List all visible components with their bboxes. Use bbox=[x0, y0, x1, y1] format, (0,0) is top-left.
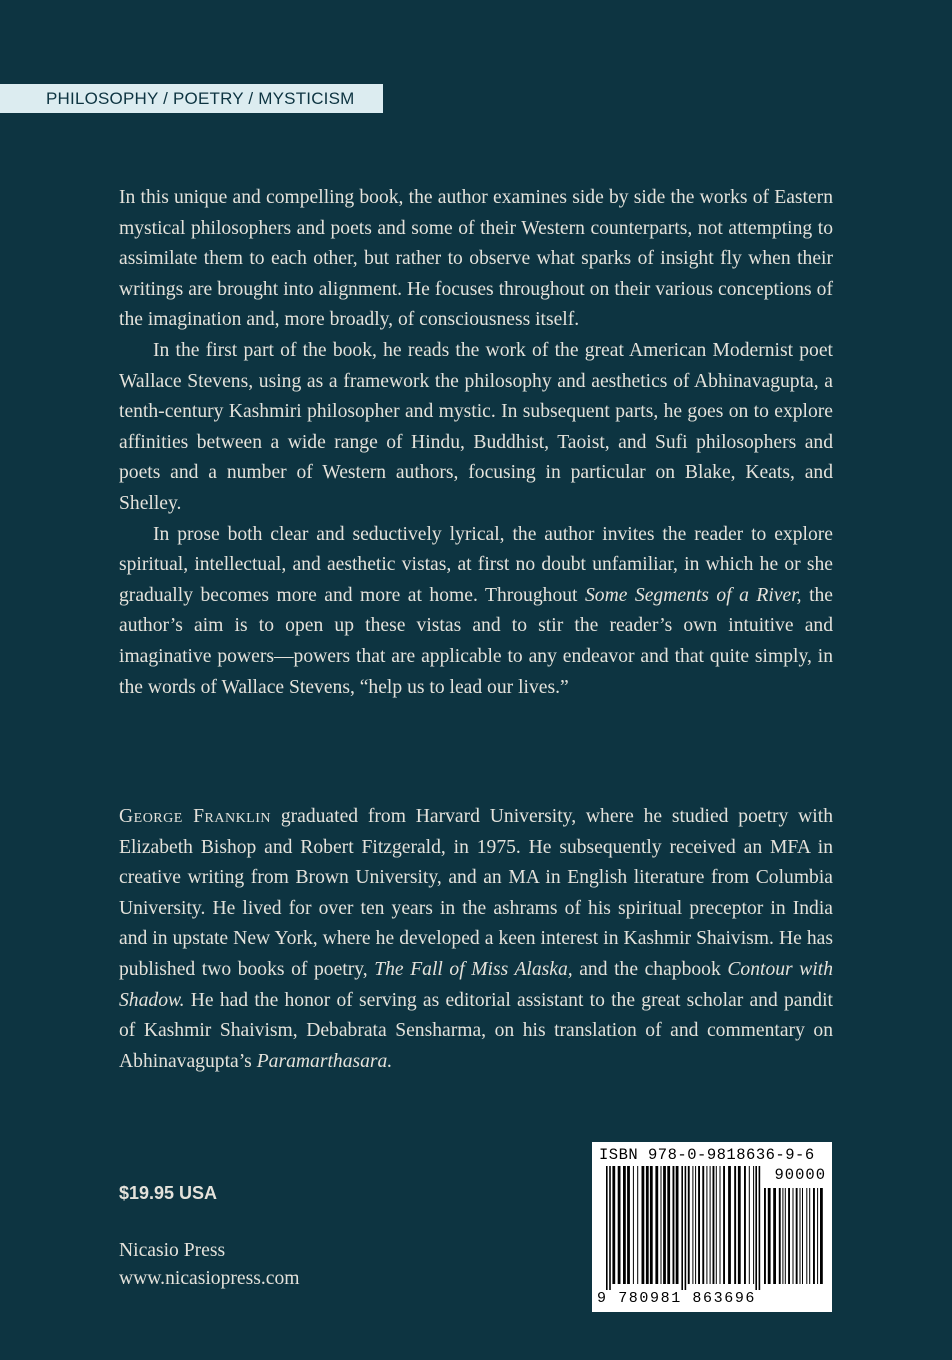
barcode-bar bbox=[788, 1188, 790, 1284]
barcode-bar bbox=[809, 1188, 810, 1284]
barcode-bar bbox=[627, 1166, 630, 1284]
barcode-bar bbox=[637, 1166, 638, 1284]
barcode-bar bbox=[779, 1188, 781, 1284]
barcode-bar bbox=[646, 1166, 649, 1284]
barcode-bar bbox=[759, 1166, 761, 1290]
author-bio bbox=[119, 802, 833, 1077]
barcode-bar bbox=[663, 1166, 666, 1284]
ean-number: 9 780981 863696 bbox=[597, 1290, 757, 1307]
barcode bbox=[592, 1142, 832, 1312]
barcode-bar bbox=[723, 1166, 725, 1284]
book-title: The Fall of Miss Alaska, bbox=[374, 958, 573, 980]
barcode-bar bbox=[623, 1166, 626, 1284]
price-code: 90000 bbox=[774, 1166, 826, 1184]
bio-text: and the chapbook bbox=[572, 958, 728, 980]
barcode-bar bbox=[618, 1166, 621, 1284]
bio-text: He had the honor of serving as editorial assistant to the great scholar and pandit of Kashmir Shaivism, Debabrata Sensharma, on his translation of and commentary on Abhinavagupta’s bbox=[119, 989, 833, 1072]
barcode-bar bbox=[820, 1188, 823, 1284]
barcode-bar bbox=[642, 1166, 645, 1284]
barcode-bar bbox=[706, 1166, 707, 1284]
barcode-bar bbox=[785, 1188, 786, 1284]
bio-text: graduated from Harvard University, where he studied poetry with Elizabeth Bishop and Robert Fitzgerald, in 1975. He subsequently received an MFA in creative writing from Brown University, and an MA in English literature from Columbia University. He lived for over ten years in the ashrams of his spiritual preceptor in India and in upstate New York, where he developed a keen interest in Kashmir Shaivism. He has published two books of poetry, bbox=[119, 806, 833, 980]
price: $19.95 USA bbox=[119, 1183, 218, 1203]
barcode-bar bbox=[802, 1188, 803, 1284]
author-bio-paragraph bbox=[119, 802, 833, 1077]
publisher-name: Nicasio Press bbox=[119, 1240, 226, 1261]
barcode-bar bbox=[612, 1166, 615, 1284]
barcode-bar bbox=[695, 1166, 696, 1284]
book-title: Contour with Shadow. bbox=[119, 958, 833, 1011]
barcode-bar bbox=[806, 1188, 807, 1284]
publisher-info bbox=[119, 1237, 299, 1293]
barcode-bar bbox=[650, 1166, 653, 1284]
barcode-bar bbox=[768, 1188, 771, 1284]
barcode-bar bbox=[606, 1166, 608, 1290]
description-text: the author’s aim is to open up these vistas and to stir the reader’s own intuitive and imaginative powers—powers that are applicable to any endeavor and that quite simply, in the words of Wallace Stevens, “help us to lead our lives.” bbox=[119, 584, 834, 698]
author-name: George Franklin bbox=[119, 806, 272, 827]
barcode-bar bbox=[710, 1166, 711, 1284]
isbn-number: ISBN 978-0-9818636-9-6 bbox=[599, 1146, 815, 1164]
barcode-bar bbox=[688, 1166, 690, 1284]
barcode-bar bbox=[755, 1166, 757, 1290]
barcode-bar bbox=[796, 1188, 798, 1284]
barcode-bar bbox=[793, 1188, 794, 1284]
barcode-bar bbox=[681, 1166, 683, 1290]
book-title: Some Segments of a River, bbox=[584, 584, 802, 606]
barcode-bar bbox=[753, 1166, 754, 1284]
barcode-bar bbox=[734, 1166, 736, 1284]
barcode-bar bbox=[702, 1166, 704, 1284]
book-title: Paramarthasara. bbox=[256, 1050, 393, 1072]
barcode-bar bbox=[764, 1188, 766, 1284]
barcode-bar bbox=[692, 1166, 693, 1284]
barcode-bar bbox=[744, 1166, 746, 1284]
barcode-bar bbox=[782, 1188, 783, 1284]
barcode-bar bbox=[800, 1188, 801, 1284]
barcode-bar bbox=[661, 1166, 662, 1284]
barcode-bar bbox=[720, 1166, 721, 1284]
barcode-bar bbox=[749, 1166, 750, 1284]
barcode-bar bbox=[728, 1166, 731, 1284]
barcode-bar bbox=[685, 1166, 687, 1290]
book-description bbox=[119, 183, 833, 703]
barcode-bar bbox=[813, 1188, 815, 1284]
barcode-bar bbox=[655, 1166, 658, 1284]
barcode-bar bbox=[773, 1188, 776, 1284]
category-label: PHILOSOPHY / POETRY / MYSTICISM bbox=[0, 84, 383, 113]
description-paragraph-3 bbox=[119, 520, 833, 704]
barcode-bar bbox=[817, 1188, 818, 1284]
barcode-bar bbox=[676, 1166, 679, 1284]
barcode-bar bbox=[609, 1166, 611, 1290]
description-paragraph-1: In this unique and compelling book, the author examines side by side the works of Eastern mystical philosophers and poets and some of their Western counterparts, not attempting to assimilate them to each other, but rather to observe what sparks of insight fly when their writings are brought into alignment. He focuses throughout on their various conceptions of the imagination and, more broadly, of consciousness itself. bbox=[119, 187, 833, 331]
barcode-bar bbox=[716, 1166, 717, 1284]
publisher-url[interactable]: www.nicasiopress.com bbox=[119, 1268, 300, 1289]
barcode-bar bbox=[713, 1166, 715, 1284]
barcode-bar bbox=[698, 1166, 700, 1284]
description-paragraph-2: In the first part of the book, he reads the work of the great American Modernist poet Wallace Stevens, using as a framework the philosophy and aesthetics of Abhinavagupta, a tenth-century Kashmiri philosopher and mystic. In subsequent parts, he goes on to explore affinities between a wide range of Hindu, Buddhist, Taoist, and Sufi philosophers and poets and a number of Western authors, focusing in particular on Blake, Keats, and Shelley. bbox=[119, 339, 833, 514]
barcode-bar bbox=[673, 1166, 675, 1284]
barcode-bar bbox=[738, 1166, 741, 1284]
description-text: In prose both clear and seductively lyrical, the author invites the reader to explore spiritual, intellectual, and aesthetic vistas, at first no doubt unfamiliar, in which he or she gradually becomes more and more at home. Throughout bbox=[119, 523, 833, 606]
barcode-bar bbox=[633, 1166, 634, 1284]
barcode-bar bbox=[667, 1166, 670, 1284]
